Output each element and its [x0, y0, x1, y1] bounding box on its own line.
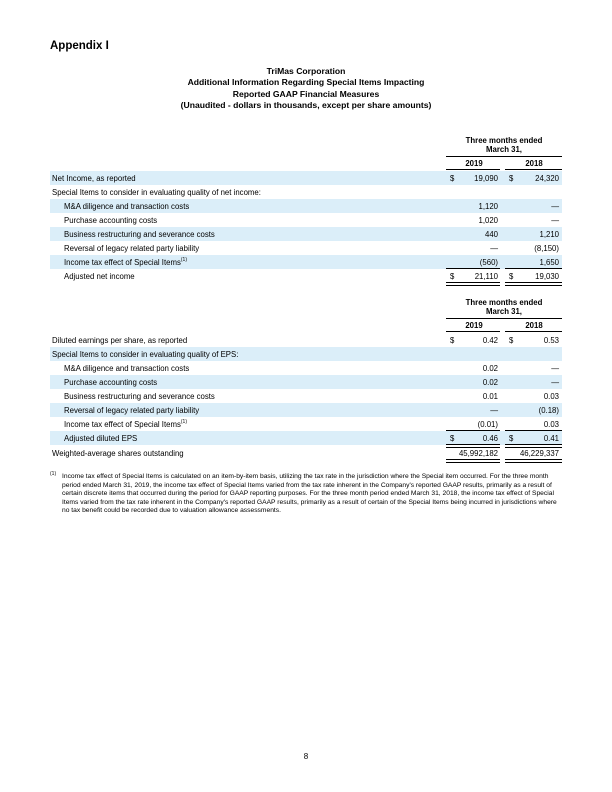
table-row: [50, 185, 562, 199]
value-2018: 1,210: [539, 230, 559, 239]
value-2018: (8,150): [534, 244, 559, 253]
value-2018: 0.03: [543, 420, 559, 429]
footnote-marker: (1): [180, 257, 187, 263]
row-label: Special Items to consider in evaluating quality of net income:: [52, 188, 261, 197]
value-2019: 0.02: [482, 364, 498, 373]
table-row: [50, 333, 562, 347]
footnote-marker: (1): [50, 471, 57, 477]
currency-symbol: $: [509, 434, 514, 443]
value-2019: (560): [479, 258, 498, 267]
value-2018: 19,030: [535, 272, 559, 281]
value-2018: —: [551, 378, 559, 387]
currency-symbol: $: [450, 272, 455, 281]
value-2019: 19,090: [474, 174, 498, 183]
value-2019: —: [490, 406, 498, 415]
value-2018: 0.53: [543, 336, 559, 345]
table-row: [50, 269, 562, 283]
row-label-with-footnote: [64, 258, 187, 267]
value-2019: 21,110: [474, 272, 498, 281]
row-label: Reversal of legacy related party liability: [64, 244, 200, 253]
value-2018: 1,650: [539, 258, 559, 267]
year-2018-header: 2018: [525, 321, 543, 330]
year-underline: [446, 169, 500, 170]
currency-symbol: $: [509, 174, 514, 183]
value-2018: —: [551, 216, 559, 225]
footnote-marker: (1): [180, 419, 187, 425]
row-label: Income tax effect of Special Items: [64, 420, 181, 429]
total-double-underline: [446, 459, 500, 463]
row-label: Purchase accounting costs: [64, 216, 158, 225]
year-2019-header: 2019: [465, 321, 483, 330]
header-line-2: Additional Information Regarding Special Items Impacting: [187, 77, 425, 88]
value-2019: —: [490, 244, 498, 253]
year-underline: [446, 331, 500, 332]
year-underline: [505, 331, 562, 332]
table-row: [50, 347, 562, 361]
period-line-1: Three months ended: [465, 298, 543, 307]
year-underline: [505, 169, 562, 170]
footnote: [50, 470, 562, 516]
period-line-1: Three months ended: [465, 136, 543, 145]
year-2018-header: 2018: [525, 159, 543, 168]
row-label: M&A diligence and transaction costs: [64, 364, 190, 373]
currency-symbol: $: [450, 174, 455, 183]
company-name: TriMas Corporation: [266, 66, 346, 76]
table-row: [50, 389, 562, 403]
currency-symbol: $: [509, 336, 514, 345]
table-row: [50, 446, 562, 460]
header-line-4: (Unaudited - dollars in thousands, except per share amounts): [180, 100, 432, 111]
total-double-underline: [505, 459, 562, 463]
header-line-3: Reported GAAP Financial Measures: [232, 88, 380, 99]
period-underline: [446, 318, 562, 319]
row-label: Purchase accounting costs: [64, 378, 158, 387]
value-2018: 0.41: [543, 434, 559, 443]
table-row: [50, 431, 562, 445]
row-label: M&A diligence and transaction costs: [64, 202, 190, 211]
value-2019: 0.01: [482, 392, 498, 401]
table-row: [50, 361, 562, 375]
table-row: [50, 255, 562, 269]
table-row: [50, 213, 562, 227]
total-double-underline: [505, 282, 562, 286]
value-2018: (0.18): [538, 406, 559, 415]
period-underline: [446, 156, 562, 157]
row-label: Weighted-average shares outstanding: [52, 449, 184, 458]
total-double-underline: [446, 282, 500, 286]
value-2019: 1,020: [478, 216, 498, 225]
value-2019: (0.01): [477, 420, 498, 429]
currency-symbol: $: [509, 272, 514, 281]
value-2018: 0.03: [543, 392, 559, 401]
row-label: Net Income, as reported: [52, 174, 136, 183]
table-row: [50, 403, 562, 417]
row-label: Income tax effect of Special Items: [64, 258, 181, 267]
row-label: Reversal of legacy related party liability: [64, 406, 200, 415]
period-line-2: March 31,: [486, 145, 522, 154]
row-label: Business restructuring and severance costs: [64, 230, 215, 239]
row-label-with-footnote: [64, 420, 187, 429]
value-2018: 24,320: [535, 174, 559, 183]
table-row: [50, 417, 562, 431]
period-line-2: March 31,: [486, 307, 522, 316]
net-income-period-header: [446, 136, 562, 154]
table-row: [50, 227, 562, 241]
report-header: [0, 66, 612, 112]
value-2018: —: [551, 364, 559, 373]
row-label: Diluted earnings per share, as reported: [52, 336, 188, 345]
row-label: Adjusted net income: [64, 272, 135, 281]
value-2019: 0.02: [482, 378, 498, 387]
table-row: [50, 199, 562, 213]
value-2019: 0.42: [482, 336, 498, 345]
row-label: Adjusted diluted EPS: [64, 434, 138, 443]
footnote-text: Income tax effect of Special Items is calculated on an item-by-item basis, utilizing the tax rate in the jurisdiction where the Special item occurred. For the three month period ended March 31, 2019, the income tax effect of Special Items varied from the tax rate inherent in the Company's reported GAAP results, primarily as a result of certain discrete items that occurred during the period for GAAP reporting purposes. For the three month period ended March 31, 2018, the income tax effect of Special Items varied from the tax rate inherent in the Company's reported GAAP results, primarily as a result of certain of the Special Items being incurred in jurisdictions where no tax benefit could be recorded due to valuation allowance assessments.: [62, 473, 557, 514]
value-2019: 440: [484, 230, 498, 239]
table-row: [50, 171, 562, 185]
value-2018: 46,229,337: [519, 449, 559, 458]
table-row: [50, 241, 562, 255]
currency-symbol: $: [450, 336, 455, 345]
currency-symbol: $: [450, 434, 455, 443]
appendix-title: Appendix I: [50, 40, 109, 52]
year-2019-header: 2019: [465, 159, 483, 168]
value-2019: 45,992,182: [458, 449, 498, 458]
value-2018: —: [551, 202, 559, 211]
table-row: [50, 375, 562, 389]
row-label: Special Items to consider in evaluating quality of EPS:: [52, 350, 239, 359]
page-number: 8: [303, 752, 309, 761]
value-2019: 0.46: [482, 434, 498, 443]
value-2019: 1,120: [478, 202, 498, 211]
eps-period-header: [446, 298, 562, 316]
row-label: Business restructuring and severance costs: [64, 392, 215, 401]
